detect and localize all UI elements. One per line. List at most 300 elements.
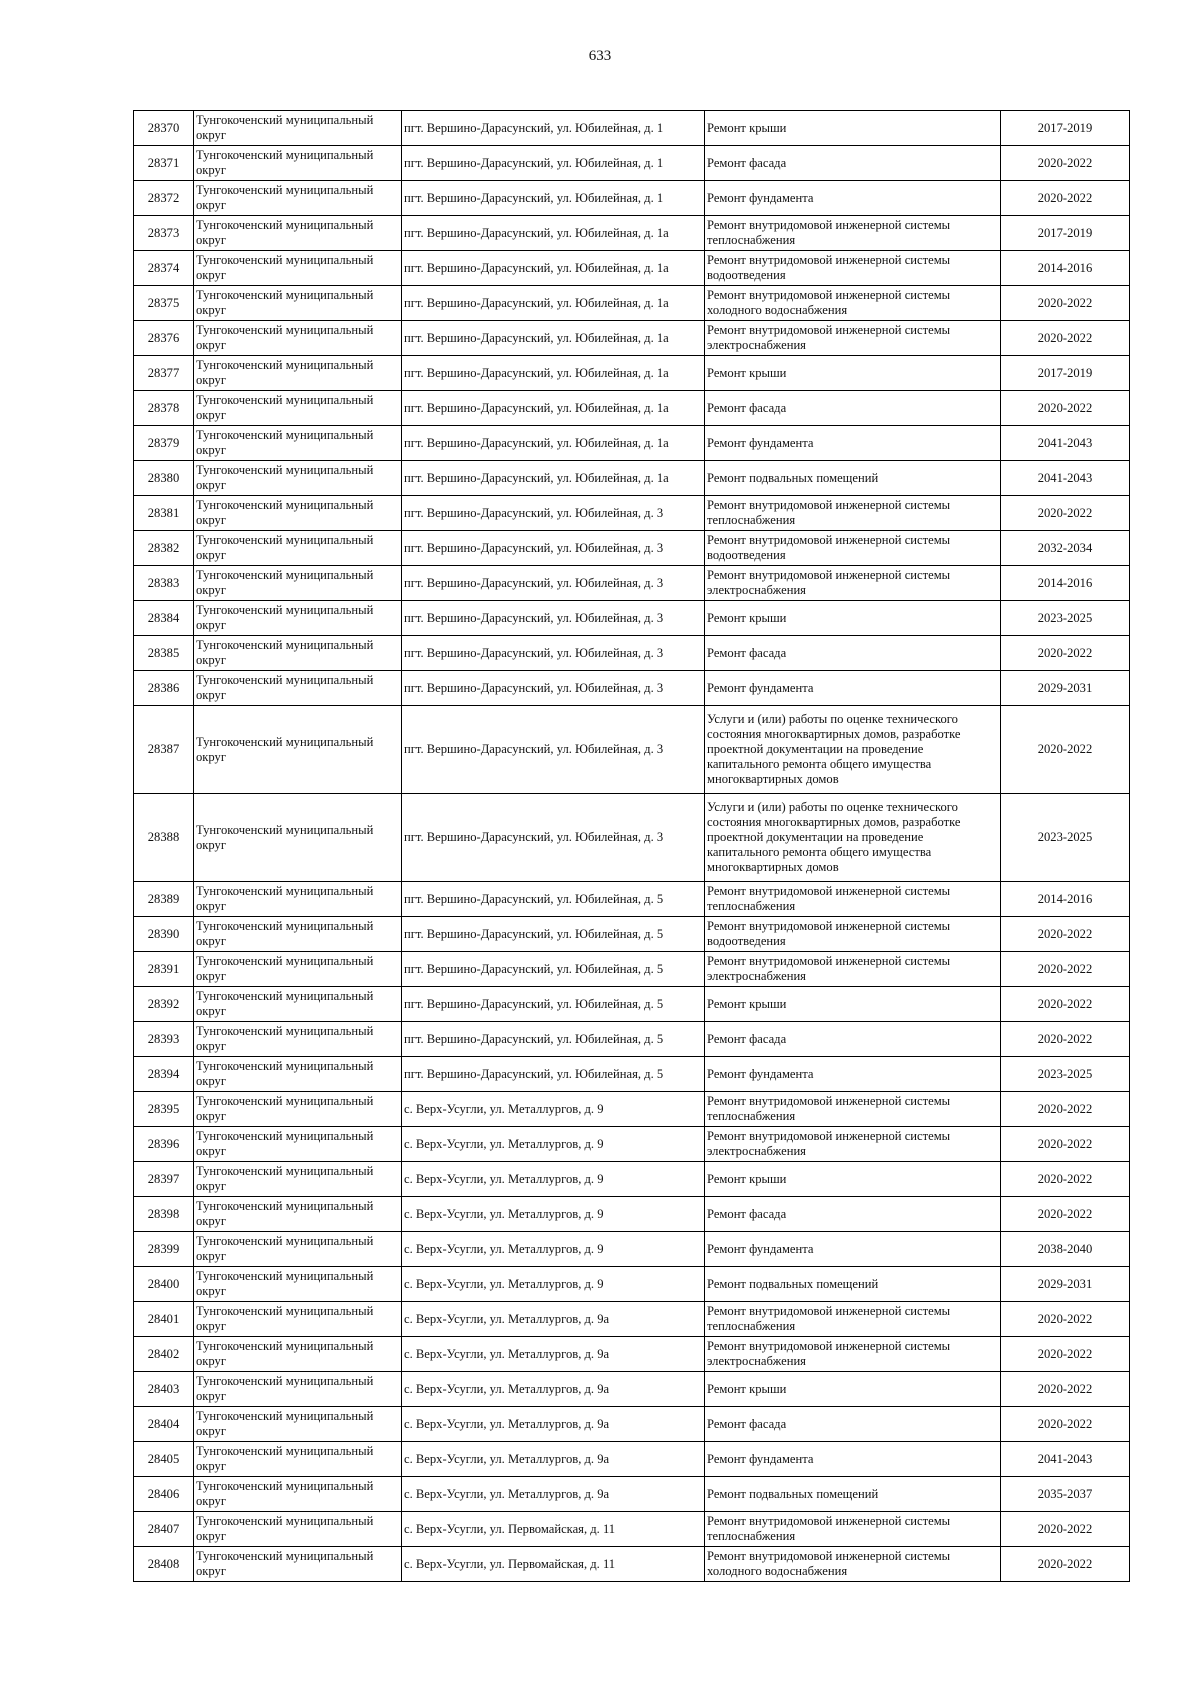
municipality-line: Тунгокоченский муниципальный <box>196 1514 374 1528</box>
municipality-cell <box>194 882 402 917</box>
row-number: 28401 <box>134 1302 194 1337</box>
work-type-cell <box>705 391 1001 426</box>
work-type-line: состояния многоквартирных домов, разработке <box>707 815 961 829</box>
municipality-line: округ <box>196 934 227 948</box>
municipality-line: Тунгокоченский муниципальный <box>196 1549 374 1563</box>
address-cell: пгт. Вершино-Дарасунский, ул. Юбилейная, д. 3 <box>402 706 705 794</box>
period-cell: 2020-2022 <box>1001 1372 1130 1407</box>
address-cell: с. Верх-Усугли, ул. Металлургов, д. 9 <box>402 1197 705 1232</box>
municipality-line: округ <box>196 837 227 852</box>
work-type-line: водоотведения <box>707 268 786 282</box>
work-type-line: Ремонт внутридомовой инженерной системы <box>707 498 951 512</box>
table-row <box>134 321 1130 356</box>
work-type-cell <box>705 794 1001 882</box>
municipality-line: Тунгокоченский муниципальный <box>196 463 374 477</box>
work-type-line: капитального ремонта общего имущества <box>707 845 932 859</box>
work-type-line: Ремонт внутридомовой инженерной системы <box>707 218 951 232</box>
municipality-line: округ <box>196 373 227 387</box>
work-type-line: Ремонт крыши <box>707 610 787 625</box>
work-type-line: Ремонт подвальных помещений <box>707 1486 879 1501</box>
work-type-line: Ремонт фасада <box>707 1031 787 1046</box>
work-type-cell <box>705 1057 1001 1092</box>
municipality-line: Тунгокоченский муниципальный <box>196 533 374 547</box>
row-number: 28387 <box>134 706 194 794</box>
address-cell: пгт. Вершино-Дарасунский, ул. Юбилейная, д. 3 <box>402 566 705 601</box>
row-number: 28407 <box>134 1512 194 1547</box>
row-number: 28402 <box>134 1337 194 1372</box>
work-type-line: Ремонт внутридомовой инженерной системы <box>707 568 951 582</box>
work-type-line: электроснабжения <box>707 338 806 352</box>
work-type-line: Ремонт внутридомовой инженерной системы <box>707 1129 951 1143</box>
municipality-line: Тунгокоченский муниципальный <box>196 1339 374 1353</box>
municipality-line: округ <box>196 1039 227 1053</box>
row-number: 28395 <box>134 1092 194 1127</box>
municipality-line: округ <box>196 198 227 212</box>
period-cell: 2020-2022 <box>1001 1547 1130 1582</box>
municipality-line: Тунгокоченский муниципальный <box>196 323 374 337</box>
table-row <box>134 601 1130 636</box>
municipality-cell <box>194 952 402 987</box>
work-type-line: Ремонт внутридомовой инженерной системы <box>707 1549 951 1563</box>
table-row <box>134 1302 1130 1337</box>
period-cell: 2020-2022 <box>1001 146 1130 181</box>
row-number: 28406 <box>134 1477 194 1512</box>
work-type-line: Ремонт крыши <box>707 996 787 1011</box>
address-cell: пгт. Вершино-Дарасунский, ул. Юбилейная, д. 3 <box>402 636 705 671</box>
repair-schedule-table <box>133 110 1130 1582</box>
work-type-cell <box>705 566 1001 601</box>
work-type-cell <box>705 1267 1001 1302</box>
period-cell: 2035-2037 <box>1001 1477 1130 1512</box>
municipality-cell <box>194 601 402 636</box>
work-type-cell <box>705 952 1001 987</box>
work-type-cell <box>705 917 1001 952</box>
work-type-cell <box>705 1092 1001 1127</box>
table-row <box>134 794 1130 882</box>
address-cell: пгт. Вершино-Дарасунский, ул. Юбилейная, д. 5 <box>402 882 705 917</box>
municipality-line: Тунгокоченский муниципальный <box>196 954 374 968</box>
row-number: 28370 <box>134 111 194 146</box>
work-type-line: Ремонт внутридомовой инженерной системы <box>707 884 951 898</box>
period-cell: 2020-2022 <box>1001 286 1130 321</box>
period-cell: 2020-2022 <box>1001 706 1130 794</box>
work-type-line: водоотведения <box>707 934 786 948</box>
municipality-cell <box>194 1512 402 1547</box>
work-type-line: Ремонт внутридомовой инженерной системы <box>707 288 951 302</box>
work-type-cell <box>705 882 1001 917</box>
work-type-line: Ремонт фундамента <box>707 435 814 450</box>
period-cell: 2041-2043 <box>1001 426 1130 461</box>
municipality-line: Тунгокоченский муниципальный <box>196 358 374 372</box>
table-row <box>134 1197 1130 1232</box>
municipality-line: округ <box>196 1004 227 1018</box>
municipality-cell <box>194 286 402 321</box>
period-cell: 2017-2019 <box>1001 111 1130 146</box>
row-number: 28373 <box>134 216 194 251</box>
address-cell: пгт. Вершино-Дарасунский, ул. Юбилейная, д. 1а <box>402 461 705 496</box>
row-number: 28383 <box>134 566 194 601</box>
row-number: 28397 <box>134 1162 194 1197</box>
municipality-cell <box>194 321 402 356</box>
work-type-cell <box>705 1022 1001 1057</box>
municipality-line: округ <box>196 1249 227 1263</box>
address-cell: пгт. Вершино-Дарасунский, ул. Юбилейная, д. 1а <box>402 356 705 391</box>
period-cell: 2020-2022 <box>1001 1162 1130 1197</box>
table-row <box>134 1407 1130 1442</box>
period-cell: 2038-2040 <box>1001 1232 1130 1267</box>
municipality-line: округ <box>196 1319 227 1333</box>
work-type-line: Ремонт фундамента <box>707 190 814 205</box>
work-type-line: Ремонт внутридомовой инженерной системы <box>707 919 951 933</box>
work-type-line: Ремонт фундамента <box>707 1241 814 1256</box>
address-cell: пгт. Вершино-Дарасунский, ул. Юбилейная, д. 1 <box>402 146 705 181</box>
municipality-line: Тунгокоченский муниципальный <box>196 603 374 617</box>
work-type-cell <box>705 356 1001 391</box>
row-number: 28398 <box>134 1197 194 1232</box>
municipality-line: округ <box>196 1494 227 1508</box>
municipality-cell <box>194 496 402 531</box>
address-cell: пгт. Вершино-Дарасунский, ул. Юбилейная, д. 5 <box>402 1022 705 1057</box>
work-type-line: Ремонт внутридомовой инженерной системы <box>707 253 951 267</box>
row-number: 28391 <box>134 952 194 987</box>
municipality-cell <box>194 181 402 216</box>
work-type-cell <box>705 1442 1001 1477</box>
municipality-line: Тунгокоченский муниципальный <box>196 734 374 749</box>
table-row <box>134 426 1130 461</box>
municipality-line: Тунгокоченский муниципальный <box>196 498 374 512</box>
work-type-line: Ремонт фасада <box>707 1206 787 1221</box>
municipality-line: Тунгокоченский муниципальный <box>196 113 374 127</box>
row-number: 28382 <box>134 531 194 566</box>
municipality-line: округ <box>196 1074 227 1088</box>
municipality-cell <box>194 1057 402 1092</box>
row-number: 28392 <box>134 987 194 1022</box>
address-cell: с. Верх-Усугли, ул. Металлургов, д. 9 <box>402 1127 705 1162</box>
address-cell: с. Верх-Усугли, ул. Первомайская, д. 11 <box>402 1547 705 1582</box>
municipality-line: округ <box>196 1109 227 1123</box>
municipality-line: Тунгокоченский муниципальный <box>196 393 374 407</box>
row-number: 28400 <box>134 1267 194 1302</box>
address-cell: пгт. Вершино-Дарасунский, ул. Юбилейная, д. 1а <box>402 251 705 286</box>
municipality-line: округ <box>196 478 227 492</box>
municipality-line: округ <box>196 1214 227 1228</box>
municipality-line: Тунгокоченский муниципальный <box>196 288 374 302</box>
address-cell: с. Верх-Усугли, ул. Металлургов, д. 9 <box>402 1092 705 1127</box>
work-type-line: Ремонт подвальных помещений <box>707 1276 879 1291</box>
table-row <box>134 1442 1130 1477</box>
work-type-line: теплоснабжения <box>707 513 796 527</box>
row-number: 28376 <box>134 321 194 356</box>
table-row <box>134 531 1130 566</box>
row-number: 28408 <box>134 1547 194 1582</box>
work-type-cell <box>705 601 1001 636</box>
work-type-cell <box>705 1512 1001 1547</box>
municipality-cell <box>194 356 402 391</box>
period-cell: 2017-2019 <box>1001 356 1130 391</box>
municipality-cell <box>194 1372 402 1407</box>
work-type-cell <box>705 1372 1001 1407</box>
table-row <box>134 1372 1130 1407</box>
municipality-line: Тунгокоченский муниципальный <box>196 1059 374 1073</box>
period-cell: 2029-2031 <box>1001 671 1130 706</box>
municipality-line: Тунгокоченский муниципальный <box>196 1024 374 1038</box>
municipality-line: округ <box>196 1564 227 1578</box>
table-row <box>134 636 1130 671</box>
row-number: 28385 <box>134 636 194 671</box>
row-number: 28379 <box>134 426 194 461</box>
period-cell: 2020-2022 <box>1001 1407 1130 1442</box>
row-number: 28404 <box>134 1407 194 1442</box>
address-cell: с. Верх-Усугли, ул. Металлургов, д. 9а <box>402 1407 705 1442</box>
table-row <box>134 1057 1130 1092</box>
period-cell: 2014-2016 <box>1001 882 1130 917</box>
address-cell: пгт. Вершино-Дарасунский, ул. Юбилейная, д. 1а <box>402 391 705 426</box>
municipality-line: округ <box>196 408 227 422</box>
work-type-line: Ремонт крыши <box>707 1381 787 1396</box>
work-type-cell <box>705 146 1001 181</box>
address-cell: пгт. Вершино-Дарасунский, ул. Юбилейная, д. 1а <box>402 426 705 461</box>
address-cell: с. Верх-Усугли, ул. Металлургов, д. 9 <box>402 1162 705 1197</box>
row-number: 28396 <box>134 1127 194 1162</box>
work-type-line: Ремонт фундамента <box>707 1066 814 1081</box>
municipality-cell <box>194 987 402 1022</box>
work-type-line: теплоснабжения <box>707 1109 796 1123</box>
municipality-line: Тунгокоченский муниципальный <box>196 1374 374 1388</box>
table-row <box>134 146 1130 181</box>
municipality-line: округ <box>196 1354 227 1368</box>
work-type-line: Ремонт внутридомовой инженерной системы <box>707 533 951 547</box>
municipality-line: округ <box>196 899 227 913</box>
municipality-line: Тунгокоченский муниципальный <box>196 428 374 442</box>
municipality-cell <box>194 1127 402 1162</box>
municipality-cell <box>194 1302 402 1337</box>
work-type-line: электроснабжения <box>707 583 806 597</box>
municipality-line: округ <box>196 618 227 632</box>
municipality-line: округ <box>196 653 227 667</box>
row-number: 28380 <box>134 461 194 496</box>
period-cell: 2020-2022 <box>1001 1302 1130 1337</box>
municipality-cell <box>194 1162 402 1197</box>
period-cell: 2017-2019 <box>1001 216 1130 251</box>
municipality-cell <box>194 1337 402 1372</box>
address-cell: пгт. Вершино-Дарасунский, ул. Юбилейная, д. 1а <box>402 321 705 356</box>
table-row <box>134 1337 1130 1372</box>
work-type-line: теплоснабжения <box>707 1529 796 1543</box>
address-cell: пгт. Вершино-Дарасунский, ул. Юбилейная, д. 5 <box>402 952 705 987</box>
municipality-cell <box>194 391 402 426</box>
work-type-cell <box>705 1127 1001 1162</box>
work-type-cell <box>705 1302 1001 1337</box>
work-type-cell <box>705 286 1001 321</box>
address-cell: пгт. Вершино-Дарасунский, ул. Юбилейная, д. 1а <box>402 286 705 321</box>
municipality-cell <box>194 461 402 496</box>
municipality-cell <box>194 216 402 251</box>
table-row <box>134 1512 1130 1547</box>
page-number: 633 <box>588 48 612 64</box>
work-type-line: электроснабжения <box>707 1354 806 1368</box>
period-cell: 2014-2016 <box>1001 251 1130 286</box>
address-cell: с. Верх-Усугли, ул. Металлургов, д. 9а <box>402 1337 705 1372</box>
municipality-cell <box>194 251 402 286</box>
work-type-cell <box>705 111 1001 146</box>
municipality-line: округ <box>196 233 227 247</box>
address-cell: пгт. Вершино-Дарасунский, ул. Юбилейная, д. 5 <box>402 987 705 1022</box>
table-row <box>134 917 1130 952</box>
work-type-cell <box>705 461 1001 496</box>
period-cell: 2020-2022 <box>1001 917 1130 952</box>
municipality-cell <box>194 1267 402 1302</box>
municipality-line: округ <box>196 1144 227 1158</box>
work-type-line: Ремонт фасада <box>707 645 787 660</box>
address-cell: пгт. Вершино-Дарасунский, ул. Юбилейная, д. 5 <box>402 917 705 952</box>
work-type-cell <box>705 987 1001 1022</box>
municipality-cell <box>194 636 402 671</box>
period-cell: 2023-2025 <box>1001 794 1130 882</box>
municipality-line: Тунгокоченский муниципальный <box>196 218 374 232</box>
row-number: 28372 <box>134 181 194 216</box>
municipality-cell <box>194 111 402 146</box>
table-row <box>134 882 1130 917</box>
address-cell: пгт. Вершино-Дарасунский, ул. Юбилейная, д. 3 <box>402 794 705 882</box>
work-type-cell <box>705 1162 1001 1197</box>
table-row <box>134 706 1130 794</box>
table-row <box>134 671 1130 706</box>
table-row <box>134 1267 1130 1302</box>
municipality-cell <box>194 1092 402 1127</box>
municipality-line: округ <box>196 443 227 457</box>
work-type-cell <box>705 671 1001 706</box>
table-row <box>134 461 1130 496</box>
address-cell: пгт. Вершино-Дарасунский, ул. Юбилейная, д. 1 <box>402 181 705 216</box>
table-row <box>134 1022 1130 1057</box>
municipality-line: округ <box>196 1179 227 1193</box>
work-type-cell <box>705 251 1001 286</box>
row-number: 28377 <box>134 356 194 391</box>
period-cell: 2020-2022 <box>1001 987 1130 1022</box>
address-cell: пгт. Вершино-Дарасунский, ул. Юбилейная, д. 1 <box>402 111 705 146</box>
municipality-cell <box>194 1477 402 1512</box>
work-type-cell <box>705 426 1001 461</box>
municipality-line: округ <box>196 688 227 702</box>
work-type-line: Ремонт внутридомовой инженерной системы <box>707 1514 951 1528</box>
work-type-line: проектной документации на проведение <box>707 830 924 844</box>
address-cell: пгт. Вершино-Дарасунский, ул. Юбилейная, д. 3 <box>402 601 705 636</box>
municipality-cell <box>194 1442 402 1477</box>
table-row <box>134 987 1130 1022</box>
address-cell: с. Верх-Усугли, ул. Металлургов, д. 9а <box>402 1442 705 1477</box>
municipality-line: Тунгокоченский муниципальный <box>196 253 374 267</box>
work-type-cell <box>705 1477 1001 1512</box>
row-number: 28394 <box>134 1057 194 1092</box>
work-type-line: состояния многоквартирных домов, разработке <box>707 727 961 741</box>
municipality-cell <box>194 1022 402 1057</box>
municipality-line: округ <box>196 548 227 562</box>
row-number: 28386 <box>134 671 194 706</box>
work-type-line: Ремонт фундамента <box>707 680 814 695</box>
municipality-line: Тунгокоченский муниципальный <box>196 1479 374 1493</box>
work-type-line: Услуги и (или) работы по оценке технического <box>707 712 958 726</box>
work-type-line: проектной документации на проведение <box>707 742 924 756</box>
row-number: 28371 <box>134 146 194 181</box>
row-number: 28381 <box>134 496 194 531</box>
row-number: 28390 <box>134 917 194 952</box>
municipality-line: Тунгокоченский муниципальный <box>196 1094 374 1108</box>
period-cell: 2032-2034 <box>1001 531 1130 566</box>
municipality-line: Тунгокоченский муниципальный <box>196 1199 374 1213</box>
municipality-line: Тунгокоченский муниципальный <box>196 989 374 1003</box>
work-type-line: Ремонт фасада <box>707 400 787 415</box>
row-number: 28388 <box>134 794 194 882</box>
municipality-cell <box>194 794 402 882</box>
work-type-line: многоквартирных домов <box>707 772 839 786</box>
period-cell: 2023-2025 <box>1001 1057 1130 1092</box>
municipality-line: округ <box>196 128 227 142</box>
municipality-cell <box>194 1232 402 1267</box>
row-number: 28389 <box>134 882 194 917</box>
period-cell: 2014-2016 <box>1001 566 1130 601</box>
period-cell: 2020-2022 <box>1001 952 1130 987</box>
table-row <box>134 1547 1130 1582</box>
municipality-line: округ <box>196 1459 227 1473</box>
municipality-line: округ <box>196 749 227 764</box>
municipality-line: Тунгокоченский муниципальный <box>196 183 374 197</box>
municipality-line: округ <box>196 583 227 597</box>
municipality-line: Тунгокоченский муниципальный <box>196 1164 374 1178</box>
work-type-line: Услуги и (или) работы по оценке технического <box>707 800 958 814</box>
municipality-line: Тунгокоченский муниципальный <box>196 919 374 933</box>
work-type-line: холодного водоснабжения <box>707 1564 848 1578</box>
period-cell: 2020-2022 <box>1001 636 1130 671</box>
work-type-line: электроснабжения <box>707 969 806 983</box>
municipality-line: Тунгокоченский муниципальный <box>196 1444 374 1458</box>
table-row <box>134 1477 1130 1512</box>
row-number: 28393 <box>134 1022 194 1057</box>
table-row <box>134 1092 1130 1127</box>
table-body <box>134 111 1130 1582</box>
municipality-line: округ <box>196 1284 227 1298</box>
period-cell: 2029-2031 <box>1001 1267 1130 1302</box>
period-cell: 2020-2022 <box>1001 391 1130 426</box>
table-row <box>134 1232 1130 1267</box>
municipality-line: Тунгокоченский муниципальный <box>196 884 374 898</box>
municipality-cell <box>194 566 402 601</box>
row-number: 28403 <box>134 1372 194 1407</box>
municipality-line: округ <box>196 969 227 983</box>
work-type-line: Ремонт фасада <box>707 155 787 170</box>
table-row <box>134 1127 1130 1162</box>
period-cell: 2041-2043 <box>1001 1442 1130 1477</box>
address-cell: с. Верх-Усугли, ул. Металлургов, д. 9а <box>402 1372 705 1407</box>
table-row <box>134 216 1130 251</box>
municipality-line: Тунгокоченский муниципальный <box>196 673 374 687</box>
municipality-cell <box>194 1407 402 1442</box>
municipality-line: Тунгокоченский муниципальный <box>196 1269 374 1283</box>
table-row <box>134 566 1130 601</box>
municipality-line: Тунгокоченский муниципальный <box>196 568 374 582</box>
work-type-line: теплоснабжения <box>707 899 796 913</box>
work-type-cell <box>705 1337 1001 1372</box>
work-type-line: Ремонт крыши <box>707 1171 787 1186</box>
work-type-cell <box>705 181 1001 216</box>
municipality-cell <box>194 671 402 706</box>
work-type-line: холодного водоснабжения <box>707 303 848 317</box>
table-row <box>134 286 1130 321</box>
period-cell: 2020-2022 <box>1001 321 1130 356</box>
work-type-line: Ремонт внутридомовой инженерной системы <box>707 1304 951 1318</box>
work-type-line: Ремонт фасада <box>707 1416 787 1431</box>
work-type-cell <box>705 216 1001 251</box>
work-type-line: Ремонт внутридомовой инженерной системы <box>707 323 951 337</box>
